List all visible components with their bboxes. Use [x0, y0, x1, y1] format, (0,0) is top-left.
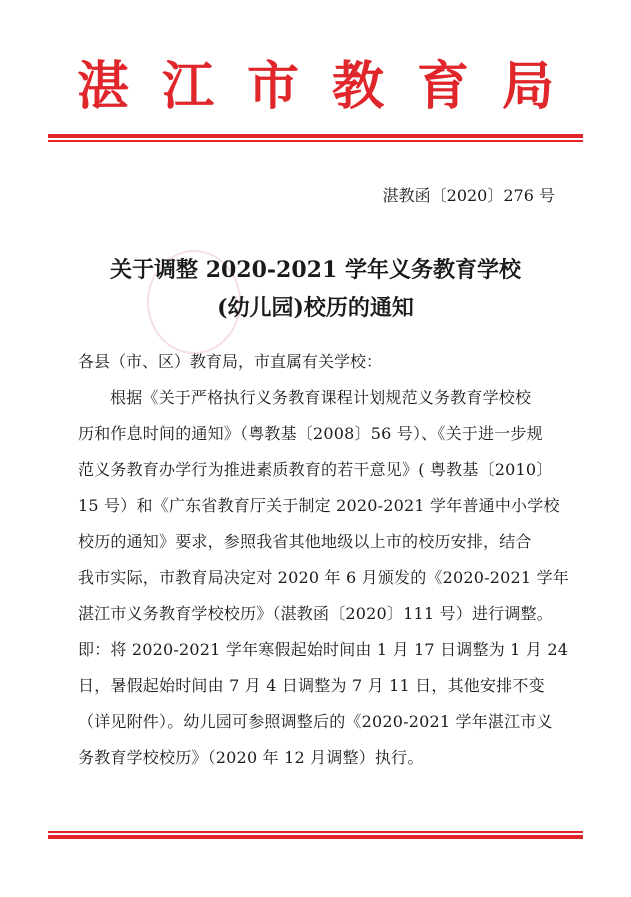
document-title-line-2: (幼儿园)校历的通知	[217, 295, 414, 321]
masthead-title: 湛江市教育局	[76, 56, 587, 117]
bottom-red-rule-thin	[48, 831, 583, 833]
body-line: 15 号）和《广东省教育厅关于制定 2020-2021 学年普通中小学校	[78, 496, 560, 515]
top-red-rule-thick	[48, 134, 583, 138]
body-line: 我市实际，市教育局决定对 2020 年 6 月颁发的《2020-2021 学年	[78, 568, 569, 587]
body-line: 湛江市义务教育学校校历》（湛教函〔2020〕111 号）进行调整。	[78, 604, 553, 623]
body-line: 校历的通知》要求，参照我省其他地级以上市的校历安排，结合	[78, 532, 532, 551]
body-line: 根据《关于严格执行义务教育课程计划规范义务教育学校校	[110, 388, 532, 407]
body-line: （详见附件）。幼儿园可参照调整后的《2020-2021 学年湛江市义	[78, 712, 553, 731]
bottom-red-rule-thick	[48, 835, 583, 839]
document-title-line-1: 关于调整 2020-2021 学年义务教育学校	[110, 257, 521, 283]
masthead	[0, 52, 631, 122]
body-line: 日，暑假起始时间由 7 月 4 日调整为 7 月 11 日，其他安排不变	[78, 676, 545, 695]
body-line: 即：将 2020-2021 学年寒假起始时间由 1 月 17 日调整为 1 月 24	[78, 640, 569, 659]
body-line: 范义务教育办学行为推进素质教育的若干意见》( 粤教基〔2010〕	[78, 460, 553, 479]
document-number: 湛教函〔2020〕276 号	[382, 186, 555, 205]
body-line: 历和作息时间的通知》（粤教基〔2008〕56 号）、《关于进一步规	[78, 424, 543, 443]
top-red-rule-thin	[48, 140, 583, 142]
salutation: 各县（市、区）教育局，市直属有关学校：	[78, 352, 383, 371]
body-line: 务教育学校校历》（2020 年 12 月调整）执行。	[78, 748, 424, 767]
